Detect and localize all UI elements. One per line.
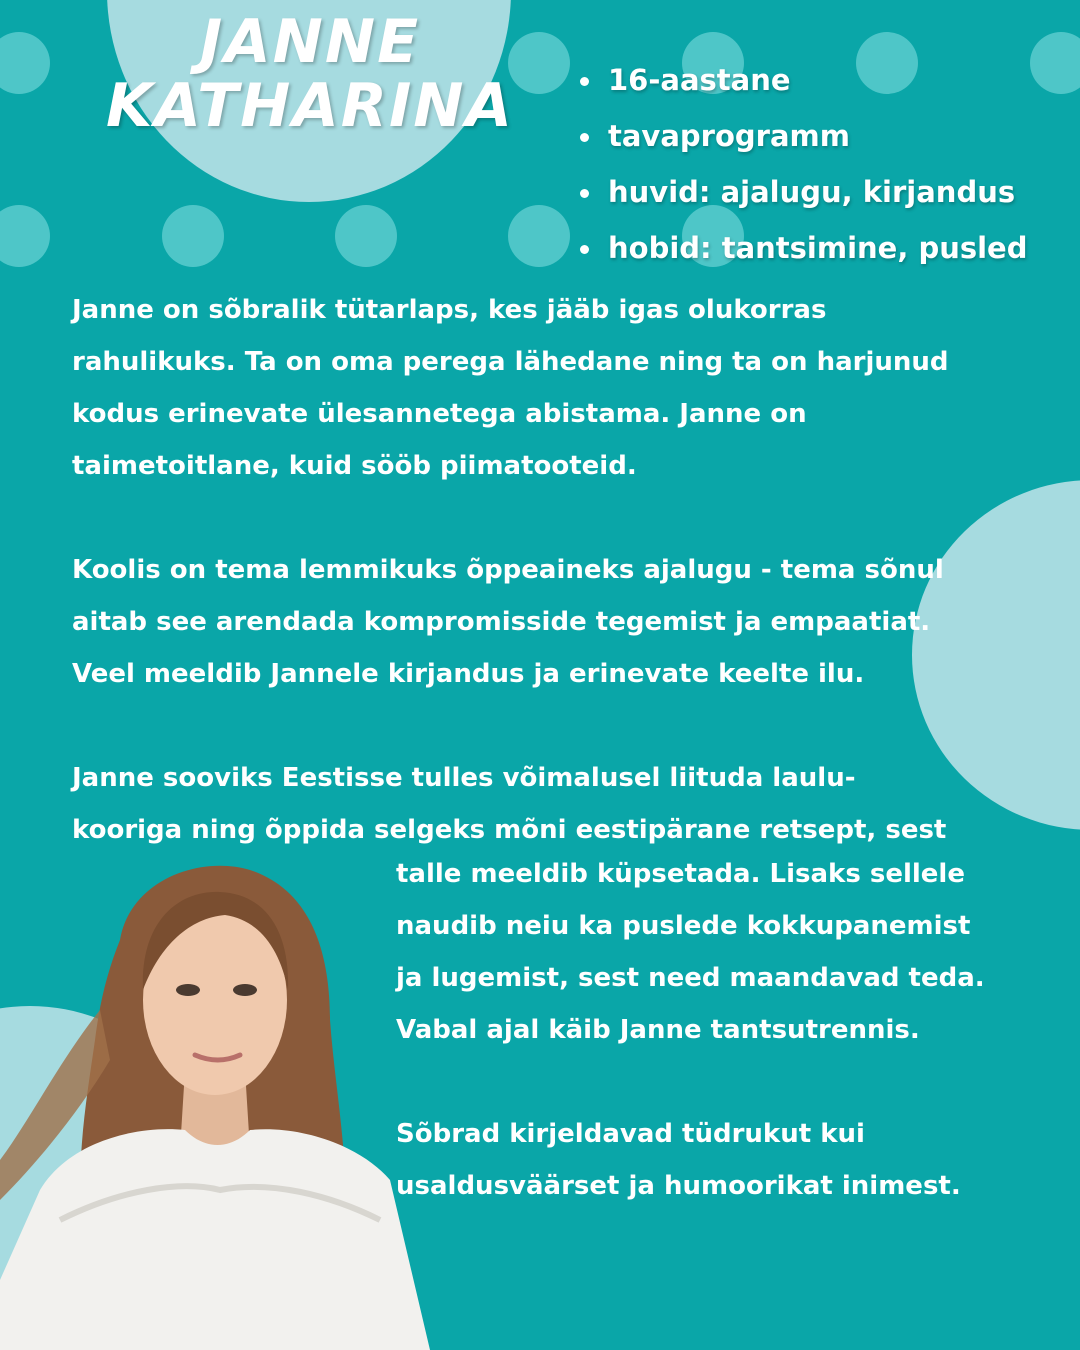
paragraph-friends bbox=[396, 1108, 961, 1212]
paragraph-school bbox=[72, 544, 944, 700]
decorative-dot bbox=[0, 205, 50, 267]
fact-age: 16-aastane bbox=[578, 52, 1027, 108]
facts-list bbox=[578, 52, 1027, 276]
name-line-1: JANNE bbox=[199, 7, 421, 77]
text-line: kodus erinevate ülesannetega abistama. Janne on bbox=[72, 399, 807, 429]
fact-interests: huvid: ajalugu, kirjandus bbox=[578, 164, 1027, 220]
fact-hobbies: hobid: tantsimine, pusled bbox=[578, 220, 1027, 276]
paragraph-intro bbox=[72, 284, 949, 492]
text-line: Veel meeldib Jannele kirjandus ja erinevate keelte ilu. bbox=[72, 659, 865, 689]
decorative-dot bbox=[0, 32, 50, 94]
text-line: kooriga ning õppida selgeks mõni eestipärane retsept, sest bbox=[72, 815, 947, 845]
left-eye bbox=[176, 984, 200, 996]
decorative-dot bbox=[162, 205, 224, 267]
text-line: Vabal ajal käib Janne tantsutrennis. bbox=[396, 1015, 920, 1045]
portrait-photo bbox=[0, 860, 440, 1350]
text-line: Koolis on tema lemmikuks õppeaineks ajalugu - tema sõnul bbox=[72, 555, 944, 585]
paragraph-wishes-continued bbox=[396, 848, 985, 1056]
paragraph-wishes bbox=[72, 752, 946, 856]
fact-program: tavaprogramm bbox=[578, 108, 1027, 164]
decorative-dot bbox=[508, 205, 570, 267]
text-line: usaldusväärset ja humoorikat inimest. bbox=[396, 1171, 961, 1201]
text-line: ja lugemist, sest need maandavad teda. bbox=[396, 963, 985, 993]
text-line: rahulikuks. Ta on oma perega lähedane ning ta on harjunud bbox=[72, 347, 949, 377]
text-line: Janne sooviks Eestisse tulles võimalusel liituda laulu- bbox=[72, 763, 856, 793]
right-eye bbox=[233, 984, 257, 996]
text-line: aitab see arendada kompromisside tegemist ja empaatiat. bbox=[72, 607, 931, 637]
profile-name bbox=[100, 7, 520, 141]
text-line: talle meeldib küpsetada. Lisaks sellele bbox=[396, 859, 965, 889]
text-line: naudib neiu ka puslede kokkupanemist bbox=[396, 911, 971, 941]
decorative-dot bbox=[1030, 32, 1080, 94]
text-line: Sõbrad kirjeldavad tüdrukut kui bbox=[396, 1119, 865, 1149]
sweater bbox=[0, 1129, 430, 1350]
name-line-2: KATHARINA bbox=[106, 71, 514, 141]
decorative-dot bbox=[335, 205, 397, 267]
text-line: Janne on sõbralik tütarlaps, kes jääb igas olukorras bbox=[72, 295, 827, 325]
text-line: taimetoitlane, kuid sööb piimatooteid. bbox=[72, 451, 637, 481]
